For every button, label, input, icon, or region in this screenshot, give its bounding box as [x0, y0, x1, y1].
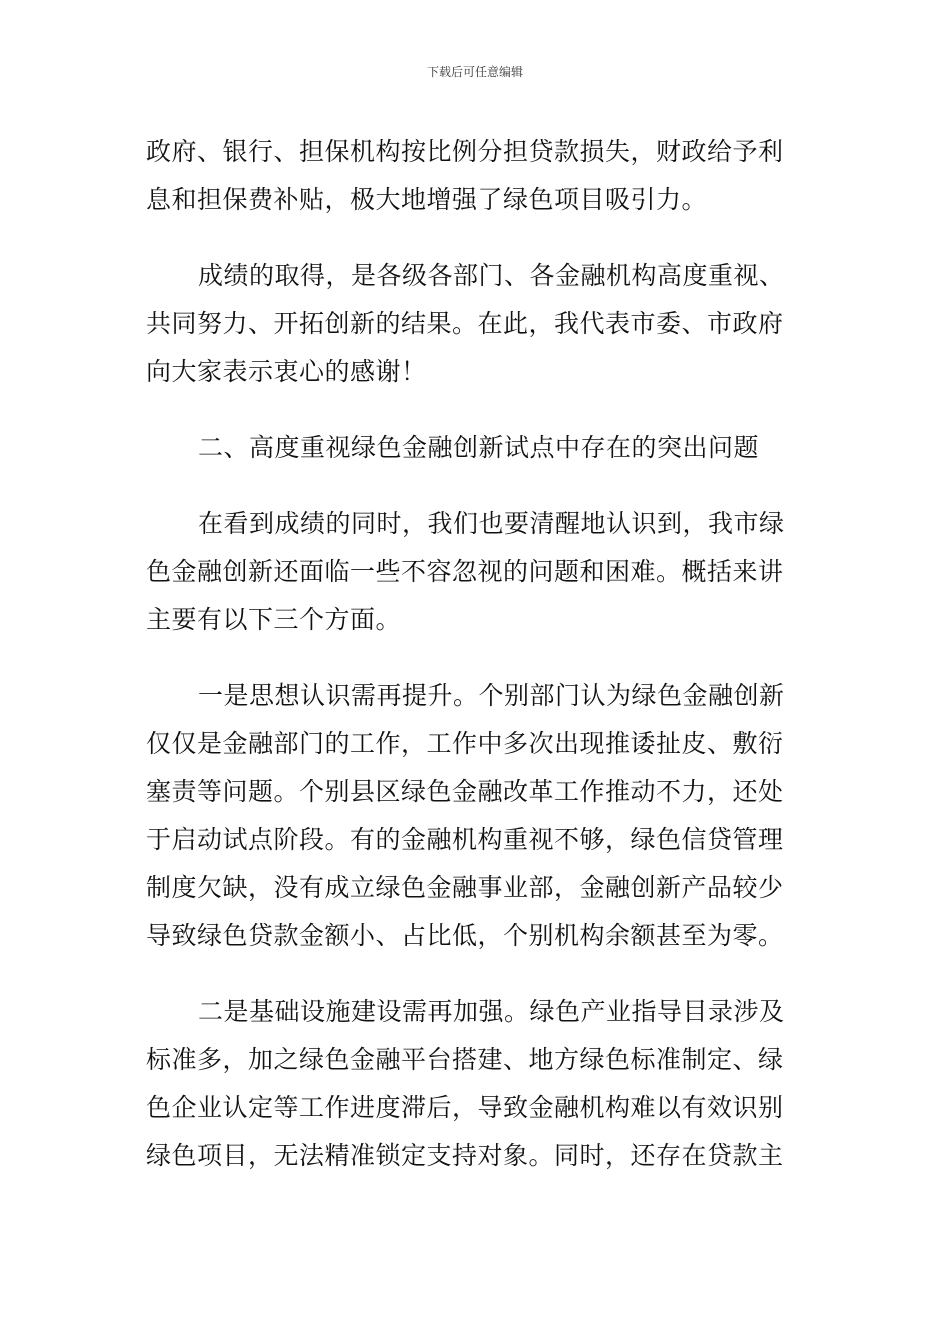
text-line: 政府、银行、担保机构按比例分担贷款损失，财政给予利	[146, 137, 784, 166]
text-line: 息和担保费补贴，极大地增强了绿色项目吸引力。	[146, 185, 708, 214]
text-line: 成绩的取得，是各级各部门、各金融机构高度重视、	[198, 261, 785, 290]
text-line: 仅仅是金融部门的工作，工作中多次出现推诿扯皮、敷衍	[146, 729, 784, 758]
text-line: 塞责等问题。个别县区绿色金融改革工作推动不力，还处	[146, 777, 784, 806]
text-line: 一是思想认识需再提升。个别部门认为绿色金融创新	[198, 681, 785, 710]
text-line: 色金融创新还面临一些不容忽视的问题和困难。概括来讲	[146, 557, 784, 586]
section-heading	[146, 424, 808, 472]
text-line: 主要有以下三个方面。	[146, 605, 402, 634]
text-line: 向大家表示衷心的感谢！	[146, 357, 427, 386]
text-line: 共同努力、开拓创新的结果。在此，我代表市委、市政府	[146, 309, 784, 338]
paragraph-continuation	[146, 128, 808, 224]
text-line: 制度欠缺，没有成立绿色金融事业部，金融创新产品较少	[146, 873, 784, 902]
header-note: 下载后可任意编辑	[426, 65, 523, 79]
text-line: 在看到成绩的同时，我们也要清醒地认识到，我市绿	[198, 509, 785, 538]
text-line: 二、高度重视绿色金融创新试点中存在的突出问题	[198, 433, 760, 462]
document-body	[146, 128, 808, 1208]
text-line: 色企业认定等工作进度滞后，导致金融机构难以有效识别	[146, 1093, 784, 1122]
text-line: 于启动试点阶段。有的金融机构重视不够，绿色信贷管理	[146, 825, 784, 854]
paragraph	[146, 672, 808, 960]
text-line: 绿色项目，无法精准锁定支持对象。同时，还存在贷款主	[146, 1141, 784, 1170]
text-line: 导致绿色贷款金额小、占比低，个别机构余额甚至为零。	[146, 921, 784, 950]
text-line: 标准多，加之绿色金融平台搭建、地方绿色标准制定、绿	[146, 1045, 784, 1074]
paragraph	[146, 252, 808, 396]
paragraph	[146, 988, 808, 1180]
text-line: 二是基础设施建设需再加强。绿色产业指导目录涉及	[198, 997, 785, 1026]
paragraph	[146, 500, 808, 644]
